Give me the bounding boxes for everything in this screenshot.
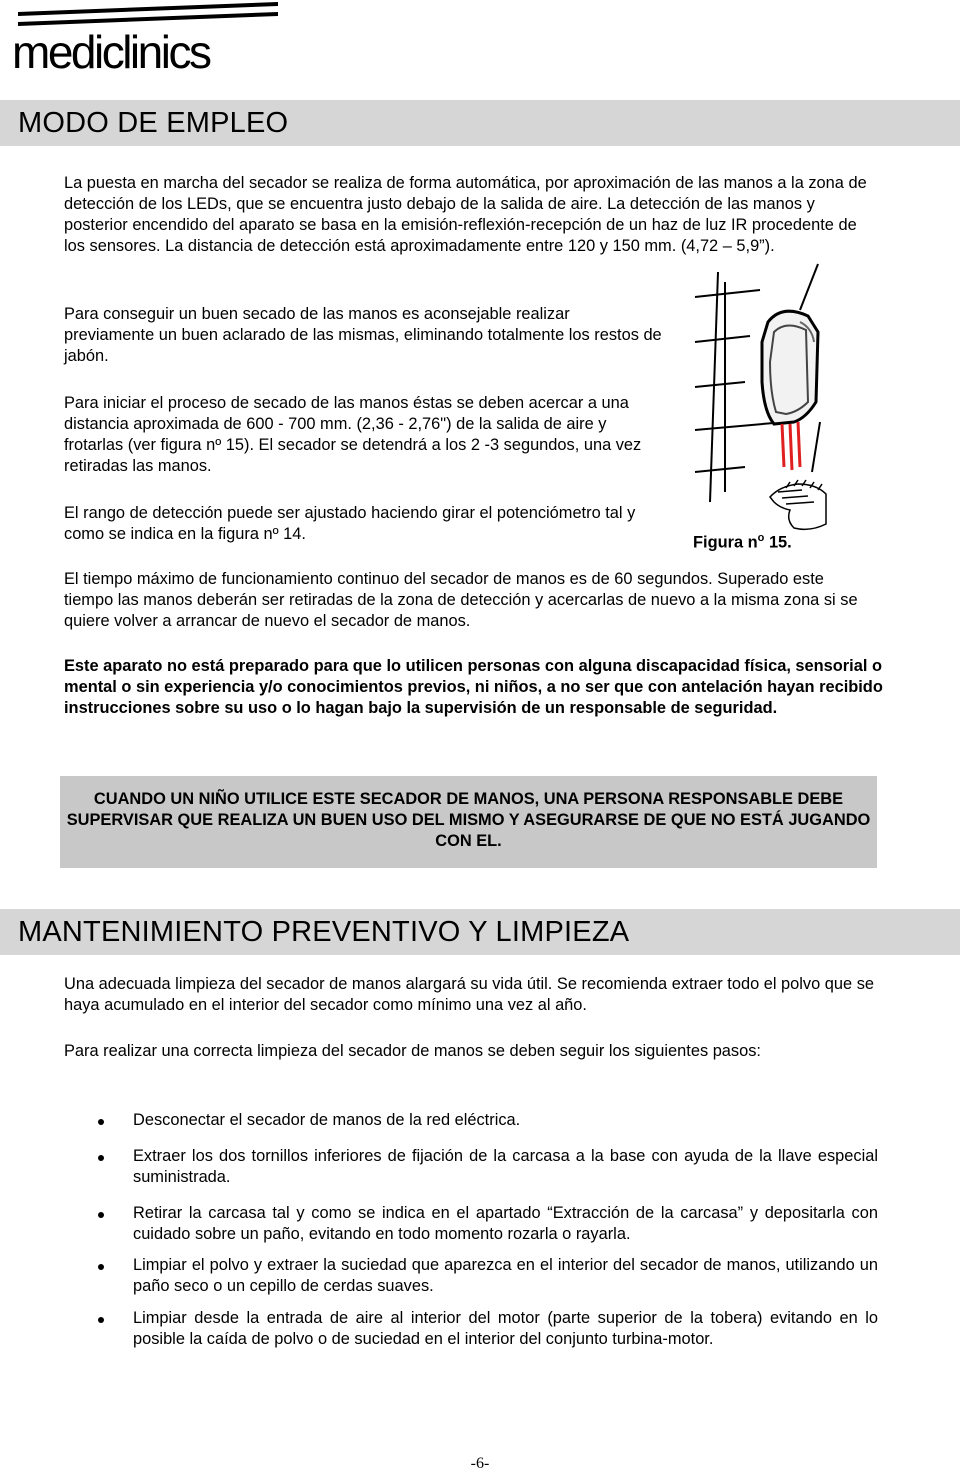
paragraph-max-time: El tiempo máximo de funcionamiento continuo del secador de manos es de 60 segundos. Superado este tiempo las manos deberán ser retiradas de la zona de detección y acercarlas de nuevo a la misma zona si se quiere volver a arrancar de nuevo el secador de manos. bbox=[64, 570, 858, 630]
paragraph-detection-range: El rango de detección puede ser ajustado haciendo girar el potenciómetro tal y como se indica en la figura nº 14. bbox=[64, 504, 636, 543]
section-header-mantenimiento bbox=[0, 909, 960, 955]
child-warning-text: CUANDO UN NIÑO UTILICE ESTE SECADOR DE MANOS, UNA PERSONA RESPONSABLE DEBE SUPERVISAR QUE REALIZA UN BUEN USO DEL MISMO Y ASEGURARSE DE QUE NO ESTÁ JUGANDO CON EL. bbox=[66, 790, 871, 850]
ir-beam bbox=[782, 422, 800, 470]
list-item-text: Retirar la carcasa tal y como se indica en el apartado “Extracción de la carcasa” y depositarla con cuidado sobre un paño, evitando en todo momento rozarla o rayarla. bbox=[133, 1204, 878, 1243]
mediclinics-logo bbox=[10, 2, 280, 74]
hand-sketch bbox=[770, 480, 826, 529]
paragraph-rinse: Para conseguir un buen secado de las manos es aconsejable realizar previamente un buen aclarado de las mismas, eliminando totalmente los restos de jabón. bbox=[64, 305, 662, 365]
hand-dryer-figure bbox=[690, 262, 830, 540]
bullet-icon bbox=[98, 1212, 104, 1218]
bullet-icon bbox=[98, 1264, 104, 1270]
dryer-body bbox=[762, 311, 818, 424]
child-warning-box bbox=[60, 776, 877, 868]
list-item-text: Extraer los dos tornillos inferiores de fijación de la carcasa a la base con ayuda de la llave especial suministrada. bbox=[133, 1147, 878, 1186]
bullet-icon bbox=[98, 1155, 104, 1161]
list-item-text: Limpiar desde la entrada de aire al interior del motor (parte superior de la tobera) evitando en lo posible la caída de polvo o de suciedad en el interior del conjunto turbina-motor. bbox=[133, 1309, 878, 1348]
logo-text: mediclinics bbox=[12, 26, 210, 74]
paragraph-start-drying: Para iniciar el proceso de secado de las manos éstas se deben acercar a una distancia aproximada de 600 - 700 mm. (2,36 - 2,76") de la salida de aire y frotarlas (ver figura nº 15). El secador se detendrá a los 2 -3 segundos, una vez retiradas las manos. bbox=[64, 394, 642, 475]
paragraph-safety-warning: Este aparato no está preparado para que lo utilicen personas con alguna discapacidad física, sensorial o mental o sin experiencia y/o conocimientos previos, ni niños, a no ser que con antelación hayan recibido instrucciones sobre su uso o lo hagan bajo la supervisión de un responsable de seguridad. bbox=[64, 657, 883, 717]
section-title: MANTENIMIENTO PREVENTIVO Y LIMPIEZA bbox=[18, 916, 630, 948]
bullet-icon bbox=[98, 1317, 104, 1323]
paragraph-intro: La puesta en marcha del secador se realiza de forma automática, por aproximación de las manos a la zona de detección de los LEDs, que se encuentra justo debajo de la salida de aire. La detección de las manos y posterior encendido del aparato se basa en la emisión-reflexión-recepción de un haz de luz IR procedente de los sensores. La distancia de detección está aproximadamente entre 120 y 150 mm. (4,72 – 5,9”). bbox=[64, 174, 867, 255]
figure-caption: Figura $n^o$ 15. bbox=[693, 532, 792, 552]
page-number: -6- bbox=[470, 1455, 490, 1472]
section-header-modo-de-empleo bbox=[0, 100, 960, 146]
list-item-text: Limpiar el polvo y extraer la suciedad que aparezca en el interior del secador de manos, utilizando un paño seco o un cepillo de cerdas suaves. bbox=[133, 1256, 878, 1295]
paragraph-steps-intro: Para realizar una correcta limpieza del secador de manos se deben seguir los siguientes pasos: bbox=[64, 1042, 761, 1060]
list-item-text: Desconectar el secador de manos de la red eléctrica. bbox=[133, 1111, 521, 1129]
bullet-icon bbox=[98, 1119, 104, 1125]
section-title: MODO DE EMPLEO bbox=[18, 107, 289, 139]
paragraph-cleaning-intro: Una adecuada limpieza del secador de manos alargará su vida útil. Se recomienda extraer todo el polvo que se haya acumulado en el interior del secador como mínimo una vez al año. bbox=[64, 975, 875, 1014]
